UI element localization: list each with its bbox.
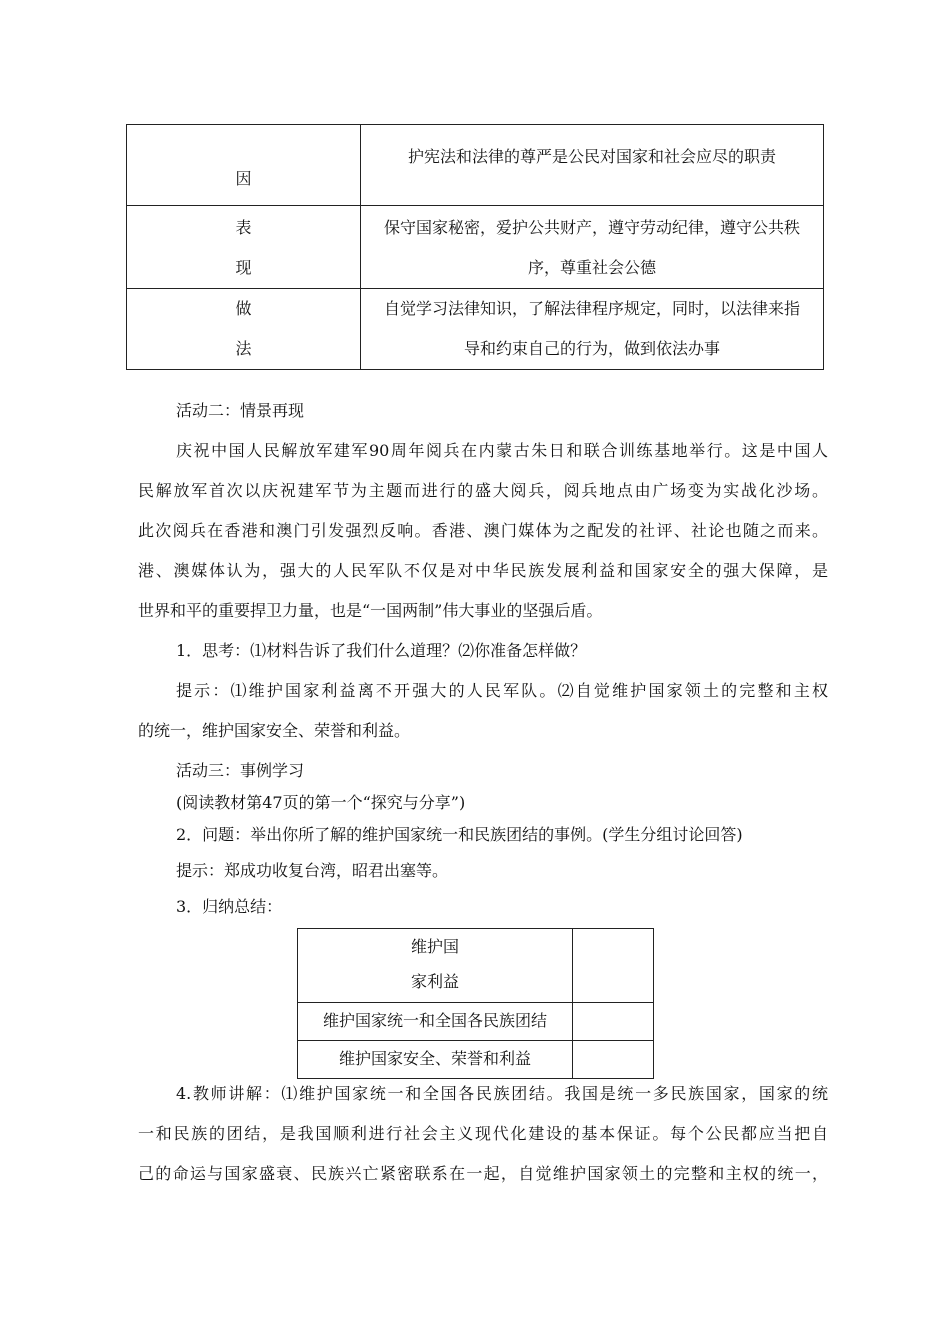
lecture-line: 4.教师讲解：⑴维护国家统一和全国各民族团结。我国是统一多民族国家，国家的统 [176, 1084, 828, 1103]
summary-line: 维护国家安全、荣誉和利益 [338, 1049, 531, 1068]
summary-blank-cell [573, 929, 654, 1003]
table-row [127, 206, 824, 289]
question-2: 2．问题：举出你所了解的维护国家统一和民族团结的事例。(学生分组讨论回答) [176, 825, 743, 844]
paragraph-line: 庆祝中国人民解放军建军90周年阅兵在内蒙古朱日和联合训练基地举行。这是中国人 [176, 441, 828, 460]
table-key-cell [127, 206, 361, 289]
row-key-line: 表 [235, 218, 252, 237]
row-key-reason: 因 [235, 169, 252, 188]
table-key-cell [127, 125, 361, 206]
summary-cell [298, 1041, 573, 1079]
lecture-line: 一和民族的团结，是我国顺利进行社会主义现代化建设的基本保证。每个公民都应当把自 [138, 1124, 828, 1143]
paragraph-line: 民解放军首次以庆祝建军节为主题而进行的盛大阅兵，阅兵地点由广场变为实战化沙场。 [138, 481, 828, 500]
hint-1-line: 的统一，维护国家安全、荣誉和利益。 [138, 721, 411, 740]
row-key-line: 做 [235, 299, 252, 318]
hint-2: 提示：郑成功收复台湾，昭君出塞等。 [176, 861, 449, 880]
table-row [127, 289, 824, 370]
table-value-cell [361, 289, 824, 370]
summary-table [297, 928, 654, 1079]
lecture-line: 己的命运与国家盛衰、民族兴亡紧密联系在一起，自觉维护国家领土的完整和主权的统一， [138, 1164, 828, 1183]
summary-blank-cell [573, 1003, 654, 1041]
paragraph-line: 港、澳媒体认为，强大的人民军队不仅是对中华民族发展利益和国家安全的强大保障，是 [138, 561, 828, 580]
table-row [298, 929, 654, 1003]
summary-cell [298, 1003, 573, 1041]
activity2-heading: 活动二：情景再现 [176, 401, 305, 420]
row-value-line: 自觉学习法律知识，了解法律程序规定，同时，以法律来指 [383, 299, 800, 318]
table-key-cell [127, 289, 361, 370]
duty-table [126, 124, 824, 370]
row-value-line: 导和约束自己的行为，做到依法办事 [463, 339, 720, 358]
reading-note: (阅读教材第47页的第一个“探究与分享”) [176, 793, 466, 812]
summary-line: 维护国 [410, 937, 459, 956]
summary-cell [298, 929, 573, 1003]
row-value-line: 序，尊重社会公德 [527, 258, 656, 277]
table-row [127, 125, 824, 206]
paragraph-line: 世界和平的重要捍卫力量，也是“一国两制”伟大事业的坚强后盾。 [138, 601, 603, 620]
table-row [298, 1041, 654, 1079]
table-row [298, 1003, 654, 1041]
summary-line: 维护国家统一和全国各民族团结 [322, 1011, 547, 1030]
table-value-cell [361, 125, 824, 206]
summary-blank-cell [573, 1041, 654, 1079]
hint-1-line: 提示：⑴维护国家利益离不开强大的人民军队。⑵自觉维护国家领土的完整和主权 [176, 681, 828, 700]
table-value-cell [361, 206, 824, 289]
row-value-line: 保守国家秘密，爱护公共财产，遵守劳动纪律，遵守公共秩 [383, 218, 800, 237]
activity3-heading: 活动三：事例学习 [176, 761, 305, 780]
row-value-reason: 护宪法和法律的尊严是公民对国家和社会应尽的职责 [407, 147, 776, 166]
question-1: 1．思考：⑴材料告诉了我们什么道理？⑵你准备怎样做？ [176, 641, 587, 660]
row-key-line: 法 [235, 339, 252, 358]
question-3: 3．归纳总结： [176, 897, 283, 916]
paragraph-line: 此次阅兵在香港和澳门引发强烈反响。香港、澳门媒体为之配发的社评、社论也随之而来。 [138, 521, 828, 540]
row-key-line: 现 [235, 258, 252, 277]
summary-line: 家利益 [410, 972, 459, 991]
